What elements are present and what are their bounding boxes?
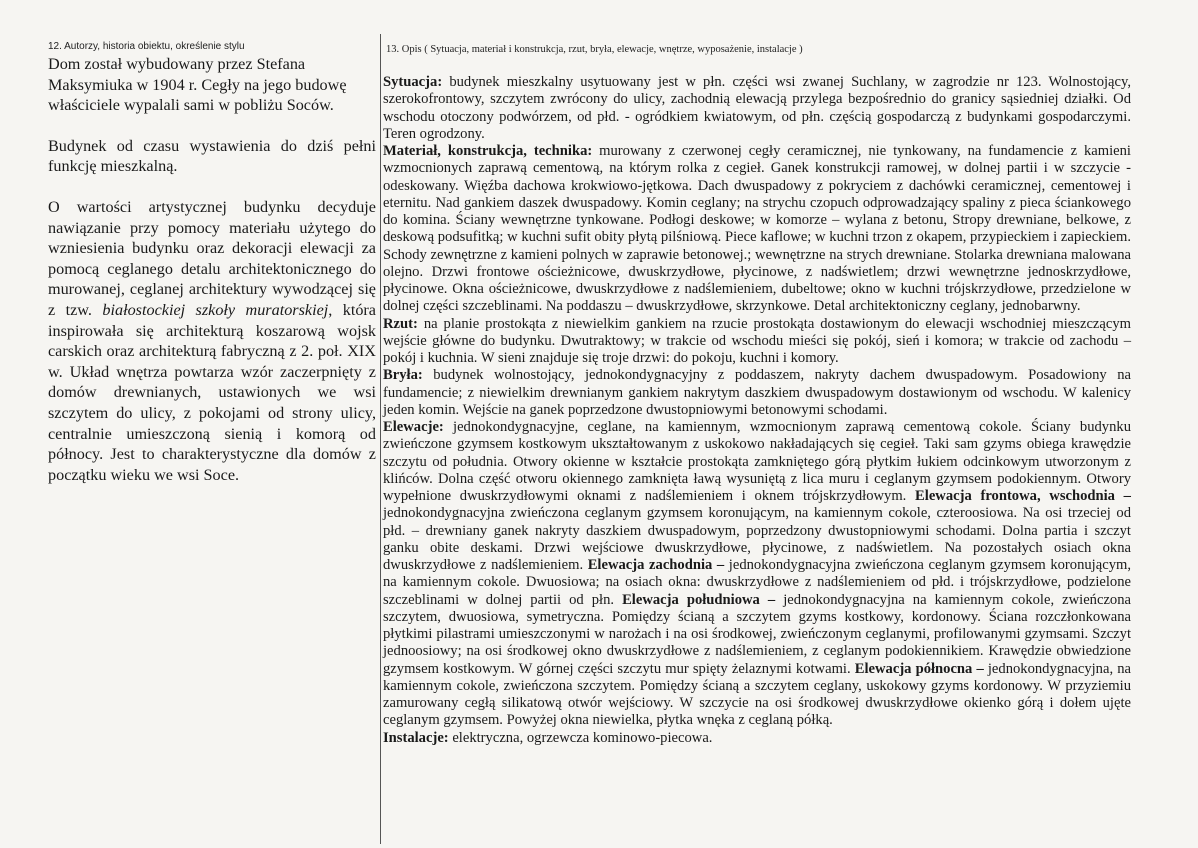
plan-paragraph	[383, 316, 1131, 368]
italic-term: białostockiej szkoły muratorskiej	[102, 300, 329, 319]
elevations-paragraph	[383, 419, 1131, 730]
installations-paragraph	[383, 730, 1131, 747]
label: Materiał, konstrukcja, technika:	[383, 143, 593, 159]
text: jednokondygnacyjna zwieńczona ceglanym gzymsem koronującym, na kamiennym cokole, czteroosiowa. Na osi trzeciej od płd. – drewniany ganek nakryty daszkiem dwuspadowym, poprzedzony dwustopniowymi schodami. Dolna partia i szczyt ganku obite deskami. Drzwi wejściowe dwuskrzydłowe, płycinowe, z nadświetlem. Na pozostałych osiach okna dwuskrzydłowe z nadślemieniem.	[383, 505, 1131, 573]
text: elektryczna, ogrzewcza kominowo-piecowa.	[448, 729, 713, 746]
text: na planie prostokąta z niewielkim gankiem na rzucie prostokąta dostawionym do elewacji wschodniej mieszczącym wejście główne do budynku. Dwutraktowy; w trakcie od wschodu mieści się pokój, sień i komora; w trakcie od zachodu – pokój i kuchnia. W sieni znajduje się troje drzwi: do pokoju, kuchni i komory.	[383, 315, 1131, 366]
label: Elewacja południowa –	[622, 591, 776, 608]
section-13-description	[383, 44, 1131, 747]
label: Elewacje:	[383, 419, 444, 435]
label: Elewacja frontowa, wschodnia –	[915, 488, 1131, 504]
column-divider	[380, 34, 381, 844]
label: Elewacja północna –	[854, 660, 984, 677]
label: Instalacje:	[383, 729, 449, 746]
text: jednokondygnacyjna, na kamiennym cokole, zwieńczona szczytem. Pomiędzy ścianą a szczytem ceglany, uskokowy gzyms kordonowy. W przyziemiu zamurowany cegłą silikatową otwór wejściowy. W szczycie na osi środkowej dwuskrzydłowe okienko górą i dołem ujęte ceglanym gzymsem. Powyżej okna niewielka, płytka wnęka z ceglaną półką.	[383, 660, 1131, 729]
section-13-heading: 13. Opis ( Sytuacja, materiał i konstrukcja, rzut, bryła, elewacje, wnętrze, wyposażenie, instalacje )	[386, 44, 803, 55]
label: Rzut:	[383, 315, 418, 332]
material-paragraph	[383, 143, 1131, 316]
text: jednokondygnacyjna zwieńczona ceglanym gzymsem koronującym, na kamiennym cokole. Dwuosiowa; na osiach okna: dwuskrzydłowe z nadślemieniem od płd. i trójskrzydłowe, podzielone szczeblinami w dolnej partii od płn.	[383, 557, 1131, 608]
paragraph-text: , która inspirowała się architekturą koszarową wojsk carskich oraz architekturą fabryczną z 2. poł. XIX w. Układ wnętrza powtarza wzór zaczerpnięty z domów drewnianych, ustawionych we wsi szczytem do ulicy, z pokojami od strony ulicy, centralnie umieszczoną sienią i komorą od północy. Jest to charakterystyczne dla domów z początku wieku we wsi Soce.	[48, 300, 376, 484]
label: Sytuacja:	[383, 74, 443, 90]
label: Bryła:	[383, 367, 423, 384]
text: jednokondygnacyjne, ceglane, na kamiennym, wzmocnionym zaprawą cementową cokole. Ściany budynku zwieńczone gzymsem kostkowym ukształtowanym z uskokowo nakładających się cegieł. Taki sam gzyms obiega krawędzie szczytu od południa. Otwory okienne w kształcie prostokąta zamkniętego górą płytkim łukiem odcinkowym utworzonym z klińców. Dolna część otworu okiennego zamknięta ławą wysuniętą z lica muru i ceglanym gzymsem podokiennym. Otwory wypełnione dwuskrzydłowymi oknami z nadślemieniem i oknem trójskrzydłowym.	[383, 419, 1131, 504]
label: Elewacja zachodnia –	[587, 557, 725, 573]
section-12-heading: 12. Autorzy, historia obiektu, określenie stylu	[48, 41, 245, 52]
text: budynek wolnostojący, jednokondygnacyjny z poddaszem, nakryty dachem dwuspadowym. Posadowiony na fundamencie; z niewielkim drewnianym gankiem nakrytym daszkiem dwuspadowym dostawionym od wschodu. W kalenicy jeden komin. Wejście na ganek poprzedzone dwustopniowymi betonowymi schodami.	[383, 367, 1131, 418]
situation-paragraph	[383, 74, 1131, 143]
paragraph-text: O wartości artystycznej budynku decyduje nawiązanie przy pomocy materiału użytego do wzniesienia budynku oraz dekoracji elewacji za pomocą ceglanego detalu architektonicznego do murowanej, ceglanej architektury wywodzącej się z tzw.	[48, 197, 376, 319]
history-paragraph-1: Dom został wybudowany przez Stefana Maksymiuka w 1904 r. Cegły na jego budowę właściciele wypalali sami w pobliżu Soców.	[48, 55, 347, 115]
section-12-history	[48, 41, 376, 505]
history-paragraph-3	[48, 197, 376, 485]
text: jednokondygnacyjna na kamiennym cokole, zwieńczona szczytem, dwuosiowa, symetryczna. Pomiędzy ścianą a szczytem gzyms kostkowy, kordonowy. Ściana rozczłonkowana płytkimi pilastrami umieszczonymi w narożach i na osi środkowej, zwieńczonym ceglanymi, profilowanymi gzymsami. Szczyt jednoosiowy; na osi środkowej okno dwuskrzydłowe z nadślemieniem, z ceglanym podokiennikiem. Krawędzie obwiedzione gzymsem kostkowym. W górnej części szczytu mur spięty żelaznymi kotwami.	[383, 591, 1131, 677]
text: murowany z czerwonej cegły ceramicznej, nie tynkowany, na fundamencie z kamieni wzmocnionych zaprawą cementową, na którym rolka z cegieł. Ganek konstrukcji ramowej, w dolnej partii i w szczycie - odeskowany. Więźba dachowa krokwiowo-jętkowa. Dach dwuspadowy z pokryciem z dachówki ceramicznej, cementowej i eternitu. Nad gankiem daszek dwuspadowy. Komin ceglany; na strychu czopuch odprowadzający spaliny z pieca ściankowego do komina. Ściany wewnętrzne tynkowane. Podłogi deskowe; w komorze – wylana z betonu, Stropy drewniane, belkowe, z deskową podsufitką; w kuchni sufit obity płytą pilśniową. Piece kaflowe; w kuchni trzon z okapem, przypieckiem i zapieckiem. Schody zewnętrzne z kamieni polnych w zaprawie betonowej.; wewnętrzne na strych drewniane. Stolarka drewniana malowana olejno. Drzwi frontowe ościeżnicowe, dwuskrzydłowe, płycinowe, z nadświetlem; drzwi wewnętrzne jednoskrzydłowe, płycinowe. Okna ościeżnicowe, dwuskrzydłowe z nadślemieniem, dubeltowe; okno w kuchni trójskrzydłowe, przedzielone w dolnej części szczeblinami. Na poddaszu – dwuskrzydłowe, skrzynkowe. Detal architektoniczny ceglany, jednobarwny.	[383, 143, 1131, 315]
history-paragraph-2: Budynek od czasu wystawienia do dziś pełni funkcję mieszkalną.	[48, 136, 376, 176]
massing-paragraph	[383, 367, 1131, 419]
text: budynek mieszkalny usytuowany jest w płn. części wsi zwanej Suchlany, w zagrodzie nr 123. Wolnostojący, szerokofrontowy, szczytem zwrócony do ulicy, zachodnią elewacją przylega bezpośrednio do granicy sąsiedniej działki. Od wschodu otoczony podwórzem, od płd. - ogródkiem kwiatowym, od płn. częścią gospodarczą z budynkami gospodarczymi. Teren ogrodzony.	[383, 74, 1131, 142]
